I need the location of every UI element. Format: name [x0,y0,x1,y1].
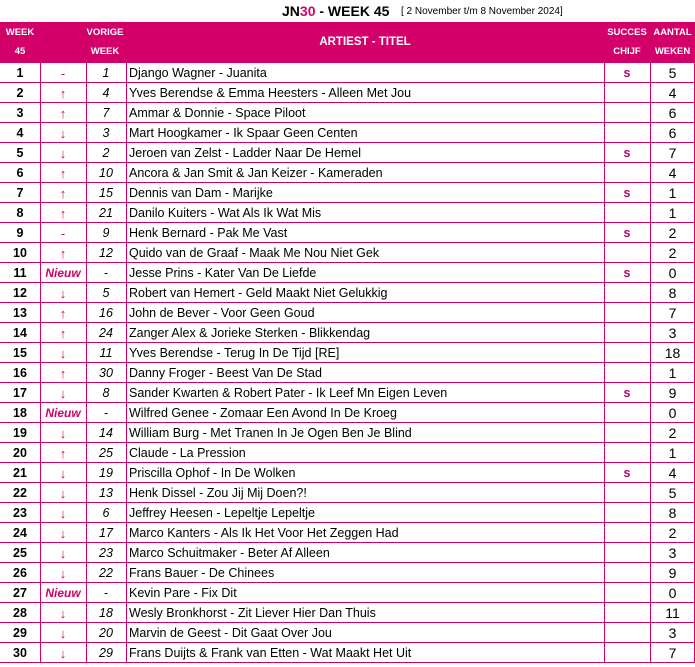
trend-cell: ↓ [59,486,67,501]
artist-title-cell: John de Bever - Voor Geen Goud [129,306,315,320]
weeks-count-cell: 2 [668,425,677,441]
trend-cell: ↓ [59,126,67,141]
previous-position-cell: 24 [99,326,113,340]
weeks-count-cell: 1 [668,445,677,461]
position-cell: 19 [13,426,27,440]
previous-position-cell: 16 [99,306,113,320]
success-cell: s [623,466,631,480]
artist-title-cell: Dennis van Dam - Marijke [129,186,273,200]
artist-title-cell: Mart Hoogkamer - Ik Spaar Geen Centen [129,126,358,140]
previous-position-cell: 14 [99,426,113,440]
success-cell [604,403,650,423]
trend-cell: - [60,226,66,241]
success-cell [604,443,650,463]
success-cell [604,343,650,363]
table-row [0,563,695,583]
chart-table [0,63,695,667]
previous-position-cell: 7 [102,106,110,120]
position-cell: 20 [13,446,27,460]
trend-cell: ↓ [59,346,67,361]
previous-position-cell: 20 [99,626,113,640]
trend-cell: ↓ [59,286,67,301]
position-cell: 25 [13,546,27,560]
weeks-count-cell: 7 [668,305,677,321]
table-row [0,103,695,123]
table-header [0,22,695,63]
artist-title-cell: Kevin Pare - Fix Dit [129,586,237,600]
table-row [0,463,695,483]
success-cell [604,483,650,503]
artist-title-cell: Danilo Kuiters - Wat Als Ik Wat Mis [129,206,322,220]
trend-cell: ↑ [59,86,67,101]
success-cell: s [623,386,631,400]
artist-title-cell: Jeroen van Zelst - Ladder Naar De Hemel [129,146,362,160]
artist-title-cell: Robert van Hemert - Geld Maakt Niet Gelukkig [129,286,388,300]
header-prev-line1: VORIGE [86,27,124,38]
table-row [0,423,695,443]
title-dates: [ 2 November t/m 8 November 2024] [401,6,563,17]
title-number: 30 [299,3,316,19]
position-cell: 30 [13,646,27,660]
weeks-count-cell: 6 [668,125,677,141]
trend-cell: ↓ [59,526,67,541]
previous-position-cell: 1 [102,66,110,80]
weeks-count-cell: 5 [668,485,677,501]
artist-title-cell: Ancora & Jan Smit & Jan Keizer - Kameraden [129,166,383,180]
table-row [0,63,695,83]
weeks-count-cell: 1 [668,205,677,221]
previous-position-cell: 21 [99,206,113,220]
previous-position-cell: 23 [99,546,113,560]
header-week [0,23,40,61]
table-row [0,623,695,643]
artist-title-cell: Marco Kanters - Als Ik Het Voor Het Zeggen Had [129,526,399,540]
weeks-count-cell: 7 [668,145,677,161]
table-row [0,203,695,223]
artist-title-cell: Priscilla Ophof - In De Wolken [129,466,296,480]
previous-position-cell: 17 [99,526,113,540]
position-cell: 26 [13,566,27,580]
header-succ-line1: SUCCES [607,27,647,38]
weeks-count-cell: 4 [668,465,677,481]
trend-cell: Nieuw [45,406,81,420]
position-cell: 13 [13,306,27,320]
table-row [0,163,695,183]
success-cell [604,363,650,383]
success-cell [604,163,650,183]
previous-position-cell: 30 [99,366,113,380]
chart-title [282,3,389,19]
previous-position-cell: 5 [102,286,110,300]
position-cell: 4 [16,126,24,140]
previous-position-cell: 19 [99,466,113,480]
artist-title-cell: William Burg - Met Tranen In Je Ogen Ben Je Blind [129,426,412,440]
position-cell: 2 [16,86,24,100]
trend-cell: ↓ [59,626,67,641]
table-row [0,323,695,343]
trend-cell: - [60,66,66,81]
weeks-count-cell: 4 [668,165,677,181]
artist-title-cell: Jeffrey Heesen - Lepeltje Lepeltje [129,506,315,520]
previous-position-cell: 25 [99,446,113,460]
position-cell: 21 [13,466,27,480]
header-week-number: 45 [14,46,26,57]
artist-title-cell: Henk Dissel - Zou Jij Mij Doen?! [129,486,307,500]
success-cell [604,503,650,523]
trend-cell: ↑ [59,306,67,321]
previous-position-cell: - [103,266,109,280]
table-row [0,383,695,403]
weeks-count-cell: 7 [668,645,677,661]
previous-position-cell: 2 [102,146,110,160]
weeks-count-cell: 8 [668,505,677,521]
trend-cell: ↓ [59,146,67,161]
previous-position-cell: 3 [102,126,110,140]
weeks-count-cell: 2 [668,225,677,241]
table-row [0,403,695,423]
trend-cell: ↑ [59,186,67,201]
previous-position-cell: - [103,406,109,420]
chart-title-bar [0,0,695,22]
artist-title-cell: Ammar & Donnie - Space Piloot [129,106,306,120]
previous-position-cell: 9 [102,226,110,240]
weeks-count-cell: 5 [668,65,677,81]
table-row [0,223,695,243]
position-cell: 11 [13,266,27,280]
trend-cell: ↓ [59,426,67,441]
weeks-count-cell: 9 [668,385,677,401]
weeks-count-cell: 1 [668,185,677,201]
success-cell [604,103,650,123]
table-row [0,343,695,363]
previous-position-cell: 18 [99,606,113,620]
previous-position-cell: 15 [99,186,113,200]
row-divider [0,662,695,663]
weeks-count-cell: 11 [665,605,680,621]
previous-position-cell: 10 [99,166,113,180]
success-cell [604,243,650,263]
success-cell [604,583,650,603]
success-cell [604,603,650,623]
table-row [0,283,695,303]
success-cell [604,83,650,103]
weeks-count-cell: 0 [668,265,677,281]
trend-cell: ↓ [59,546,67,561]
position-cell: 29 [13,626,27,640]
trend-cell: ↓ [59,566,67,581]
weeks-count-cell: 2 [668,245,677,261]
weeks-count-cell: 3 [668,625,677,641]
table-row [0,583,695,603]
previous-position-cell: 12 [99,246,113,260]
success-cell: s [623,266,631,280]
trend-cell: ↑ [59,166,67,181]
artist-title-cell: Yves Berendse & Emma Heesters - Alleen Met Jou [129,86,412,100]
position-cell: 3 [16,106,24,120]
table-row [0,483,695,503]
success-cell [604,303,650,323]
position-cell: 14 [13,326,27,340]
header-succ-line2: CHIJF [613,46,641,57]
position-cell: 5 [16,146,24,160]
title-week: - WEEK 45 [315,3,390,19]
table-row [0,263,695,283]
header-week-label: WEEK [5,27,35,38]
weeks-count-cell: 6 [668,105,677,121]
weeks-count-cell: 2 [668,525,677,541]
position-cell: 9 [16,226,24,240]
position-cell: 12 [13,286,27,300]
weeks-count-cell: 0 [668,405,677,421]
trend-cell: ↑ [59,246,67,261]
header-prev-line2: WEEK [90,46,120,57]
artist-title-cell: Marvin de Geest - Dit Gaat Over Jou [129,626,332,640]
trend-cell: ↓ [59,606,67,621]
trend-cell: ↑ [59,106,67,121]
artist-title-cell: Wilfred Genee - Zomaar Een Avond In De Kroeg [129,406,397,420]
artist-title-cell: Claude - La Pression [129,446,246,460]
weeks-count-cell: 18 [664,345,681,361]
artist-title-cell: Yves Berendse - Terug In De Tijd [RE] [129,346,340,360]
trend-cell: ↓ [59,506,67,521]
previous-position-cell: - [103,586,109,600]
artist-title-cell: Frans Duijts & Frank van Etten - Wat Maakt Het Uit [129,646,412,660]
header-artist-title: ARTIEST - TITEL [319,36,411,48]
position-cell: 1 [16,66,24,80]
position-cell: 23 [13,506,27,520]
success-cell [604,643,650,663]
previous-position-cell: 29 [99,646,113,660]
title-jn: JN [282,3,300,19]
table-row [0,83,695,103]
artist-title-cell: Frans Bauer - De Chinees [129,566,275,580]
artist-title-cell: Sander Kwarten & Robert Pater - Ik Leef Mn Eigen Leven [129,386,448,400]
table-row [0,643,695,663]
previous-position-cell: 22 [99,566,113,580]
position-cell: 15 [13,346,27,360]
artist-title-cell: Danny Froger - Beest Van De Stad [129,366,322,380]
table-row [0,143,695,163]
table-row [0,503,695,523]
weeks-count-cell: 8 [668,285,677,301]
success-cell: s [623,186,631,200]
success-cell [604,543,650,563]
header-weeks-count [650,23,695,61]
position-cell: 24 [13,526,27,540]
table-row [0,183,695,203]
previous-position-cell: 6 [102,506,110,520]
weeks-count-cell: 1 [668,365,677,381]
success-cell [604,123,650,143]
position-cell: 17 [13,386,27,400]
position-cell: 10 [13,246,27,260]
trend-cell: ↑ [59,446,67,461]
weeks-count-cell: 0 [668,585,677,601]
success-cell [604,563,650,583]
position-cell: 22 [13,486,27,500]
header-aant-line2: WEKEN [654,46,691,57]
position-cell: 16 [13,366,27,380]
table-row [0,243,695,263]
success-cell [604,323,650,343]
trend-cell: ↓ [59,646,67,661]
trend-cell: ↑ [59,206,67,221]
artist-title-cell: Wesly Bronkhorst - Zit Liever Hier Dan Thuis [129,606,376,620]
table-row [0,123,695,143]
artist-title-cell: Zanger Alex & Jorieke Sterken - Blikkendag [129,326,371,340]
artist-title-cell: Jesse Prins - Kater Van De Liefde [129,266,317,280]
position-cell: 7 [16,186,24,200]
position-cell: 27 [13,586,27,600]
success-cell: s [623,66,631,80]
success-cell [604,523,650,543]
table-row [0,543,695,563]
success-cell: s [623,146,631,160]
previous-position-cell: 13 [99,486,113,500]
success-cell [604,423,650,443]
previous-position-cell: 4 [102,86,110,100]
trend-cell: ↓ [59,466,67,481]
trend-cell: ↓ [59,386,67,401]
trend-cell: Nieuw [45,586,81,600]
position-cell: 28 [13,606,27,620]
trend-cell: Nieuw [45,266,81,280]
artist-title-cell: Marco Schuitmaker - Beter Af Alleen [129,546,330,560]
table-row [0,523,695,543]
weeks-count-cell: 9 [668,565,677,581]
table-row [0,443,695,463]
table-row [0,363,695,383]
weeks-count-cell: 3 [668,325,677,341]
success-cell [604,283,650,303]
artist-title-cell: Henk Bernard - Pak Me Vast [129,226,288,240]
previous-position-cell: 8 [102,386,110,400]
header-previous-week [86,23,124,61]
header-success [604,23,650,61]
previous-position-cell: 11 [99,346,113,360]
success-cell [604,623,650,643]
trend-cell: ↑ [59,366,67,381]
position-cell: 18 [13,406,27,420]
header-aant-line1: AANTAL [653,27,692,38]
success-cell: s [623,226,631,240]
weeks-count-cell: 3 [668,545,677,561]
success-cell [604,203,650,223]
artist-title-cell: Quido van de Graaf - Maak Me Nou Niet Gek [129,246,380,260]
table-row [0,603,695,623]
weeks-count-cell: 4 [668,85,677,101]
trend-cell: ↑ [59,326,67,341]
artist-title-cell: Django Wagner - Juanita [129,66,267,80]
position-cell: 6 [16,166,24,180]
position-cell: 8 [16,206,24,220]
table-row [0,303,695,323]
